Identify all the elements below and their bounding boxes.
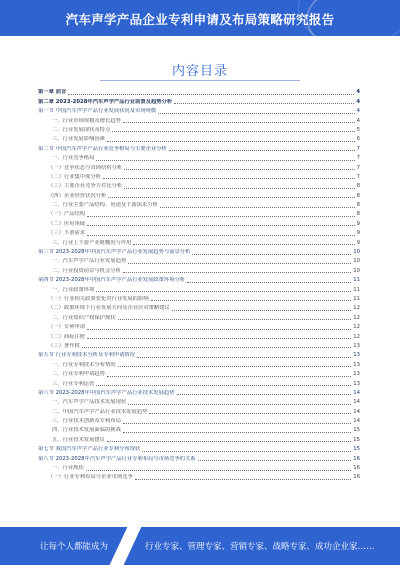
toc-entry-title: 一、行业市场规模及增长趋势 bbox=[52, 117, 121, 124]
toc-entry[interactable] bbox=[38, 303, 360, 312]
toc-entry-page: 8 bbox=[356, 192, 360, 199]
toc-entry-title: 第八节 2023-2028年汽车声学产品行业专利布局与市场竞争的关系 bbox=[38, 455, 196, 462]
toc-leader-dots bbox=[112, 131, 354, 132]
toc-entry[interactable] bbox=[38, 162, 360, 171]
toc-entry[interactable] bbox=[38, 463, 360, 472]
toc-leader-dots bbox=[87, 225, 355, 226]
toc-entry-title: （一）产品结构 bbox=[48, 211, 86, 218]
toc-leader-dots bbox=[128, 263, 351, 264]
toc-entry[interactable] bbox=[38, 294, 360, 303]
toc-entry-title: 三、行业技术创新及专利布局 bbox=[52, 418, 121, 425]
toc-entry-title: （二）应用领域 bbox=[48, 220, 86, 227]
toc-entry[interactable] bbox=[38, 96, 360, 105]
footer-divider bbox=[104, 527, 146, 565]
toc-entry[interactable] bbox=[38, 444, 360, 453]
toc-entry[interactable] bbox=[38, 472, 360, 481]
toc-entry[interactable] bbox=[38, 275, 360, 284]
toc-entry-title: （三）著作权 bbox=[48, 342, 80, 349]
toc-entry[interactable] bbox=[38, 218, 360, 227]
toc-leader-dots bbox=[123, 272, 351, 273]
toc-entry-page: 13 bbox=[353, 352, 360, 359]
toc-entry[interactable] bbox=[38, 322, 360, 331]
toc-entry-title: 二、行业发展现状及特点 bbox=[52, 126, 111, 133]
toc-leader-dots bbox=[160, 207, 355, 208]
toc-entry-page: 13 bbox=[353, 371, 360, 378]
toc-entry[interactable] bbox=[38, 143, 360, 152]
toc-leader-dots bbox=[87, 338, 351, 339]
toc-entry-title: （一）行业专利布局与企业市场竞争 bbox=[48, 474, 133, 481]
toc-entry-page: 10 bbox=[353, 267, 360, 274]
toc-entry-page: 15 bbox=[353, 436, 360, 443]
toc-entry-page: 6 bbox=[356, 136, 360, 143]
toc-leader-dots bbox=[107, 376, 351, 377]
toc-entry[interactable] bbox=[38, 416, 360, 425]
toc-entry-page: 13 bbox=[353, 380, 360, 387]
toc-entry-title: （三）主要企业竞争力对比分析 bbox=[48, 183, 123, 190]
toc-entry-title: （一）行业相关政策变化对行业发展的影响 bbox=[48, 295, 149, 302]
toc-entry[interactable] bbox=[38, 115, 360, 124]
toc-entry-title: 一、汽车声学产品技术发展现状 bbox=[52, 399, 127, 406]
toc-entry-page: 16 bbox=[353, 474, 360, 481]
toc-leader-dots bbox=[87, 329, 351, 330]
toc-entry-page: 15 bbox=[353, 446, 360, 453]
toc-entry-title: 第五节 行业专利技术分析及专利申请情况 bbox=[38, 352, 136, 359]
toc-heading: 内容目录 bbox=[171, 64, 228, 79]
toc-entry-page: 7 bbox=[356, 164, 360, 171]
toc-entry-page: 9 bbox=[356, 239, 360, 246]
toc-entry[interactable] bbox=[38, 434, 360, 443]
footer-slogan-right: 行业专家、管理专家、营销专家、战略专家、成功企业家…… bbox=[145, 542, 375, 552]
toc-entry-page: 7 bbox=[356, 145, 360, 152]
toc-entry-title: 第三节 2023-2028年中国汽车声学产品行业发展趋势与前景分析 bbox=[38, 249, 191, 256]
toc-entry[interactable] bbox=[38, 228, 360, 237]
toc-entry-page: 5 bbox=[356, 126, 360, 133]
toc-leader-dots bbox=[118, 366, 352, 367]
toc-leader-dots bbox=[124, 169, 354, 170]
toc-entry[interactable] bbox=[38, 284, 360, 293]
toc-entry-page: 11 bbox=[353, 286, 360, 293]
toc-entry-title: 三、行业发展影响因素 bbox=[52, 136, 105, 143]
toc-leader-dots bbox=[149, 413, 351, 414]
toc-entry-page: 13 bbox=[353, 361, 360, 368]
toc-entry-title: 一、行业现状 bbox=[52, 465, 84, 472]
toc-entry[interactable] bbox=[38, 247, 360, 256]
toc-entry-title: 一、行业竞争格局 bbox=[52, 155, 95, 162]
toc-entry[interactable] bbox=[38, 265, 360, 274]
toc-leader-dots bbox=[169, 150, 355, 151]
toc-entry-page: 16 bbox=[353, 465, 360, 472]
toc-entry[interactable] bbox=[38, 172, 360, 181]
toc-leader-dots bbox=[192, 254, 351, 255]
toc-leader-dots bbox=[96, 385, 351, 386]
toc-entry[interactable] bbox=[38, 312, 360, 321]
toc-entry[interactable] bbox=[38, 397, 360, 406]
footer-slogan-left: 让每个人都能成为 bbox=[40, 542, 109, 552]
toc-entry[interactable] bbox=[38, 425, 360, 434]
toc-entry-page: 7 bbox=[356, 173, 360, 180]
toc-leader-dots bbox=[123, 423, 351, 424]
toc-entry-title: 二、中国汽车声学产品行业技术发展趋势 bbox=[52, 408, 148, 415]
toc-leader-dots bbox=[118, 319, 352, 320]
toc-leader-dots bbox=[133, 244, 354, 245]
toc-leader-dots bbox=[128, 404, 351, 405]
toc-entry[interactable] bbox=[38, 153, 360, 162]
toc-entry[interactable] bbox=[38, 181, 360, 190]
toc-entry[interactable] bbox=[38, 406, 360, 415]
toc-leader-dots bbox=[177, 394, 352, 395]
toc-leader-dots bbox=[158, 113, 354, 114]
toc-entry-title: 五、行业技术发展建议 bbox=[52, 436, 105, 443]
toc-leader-dots bbox=[172, 310, 351, 311]
toc-leader-dots bbox=[142, 451, 351, 452]
toc-divider bbox=[100, 80, 300, 81]
toc-entry-page: 10 bbox=[353, 249, 360, 256]
toc-entry-page: 14 bbox=[353, 389, 360, 396]
toc-leader-dots bbox=[107, 141, 355, 142]
toc-entry-page: 12 bbox=[353, 333, 360, 340]
toc-entry-page: 13 bbox=[353, 342, 360, 349]
toc-entry-title: 第六节 2023-2028年中国汽车声学产品行业技术发展趋势 bbox=[38, 389, 175, 396]
toc-entry-page: 8 bbox=[356, 202, 360, 209]
toc-entry-title: 二、行业投资前景与机会分析 bbox=[52, 267, 121, 274]
toc-entry-title: （二）行业集中度分析 bbox=[48, 173, 101, 180]
toc-entry[interactable] bbox=[38, 237, 360, 246]
toc-entry-title: 第四节 2023-2028年中国汽车声学产品行业发展政策环境分析 bbox=[38, 277, 186, 284]
toc-entry-page: 9 bbox=[356, 220, 360, 227]
toc-entry-page: 8 bbox=[356, 183, 360, 190]
toc-entry-page: 11 bbox=[353, 277, 360, 284]
toc-leader-dots bbox=[151, 300, 352, 301]
toc-entry[interactable] bbox=[38, 331, 360, 340]
toc-entry-title: 四、行业技术发展面临的挑战 bbox=[52, 427, 121, 434]
toc-entry-page: 14 bbox=[353, 399, 360, 406]
toc-leader-dots bbox=[123, 122, 355, 123]
toc-entry-title: （二）商标注册 bbox=[48, 333, 86, 340]
toc-entry-page: 15 bbox=[353, 427, 360, 434]
toc-entry-page: 12 bbox=[353, 314, 360, 321]
toc-entry-title: （一）专利申请 bbox=[48, 324, 86, 331]
toc-entry-page: 7 bbox=[356, 155, 360, 162]
toc-entry-title: 第一章 前言 bbox=[38, 89, 67, 96]
toc-entry[interactable] bbox=[38, 453, 360, 462]
toc-entry[interactable] bbox=[38, 200, 360, 209]
toc-leader-dots bbox=[87, 235, 355, 236]
toc-entry-title: 三、行业上下游产业链概况与作用 bbox=[52, 239, 132, 246]
toc-entry-page: 9 bbox=[356, 230, 360, 237]
toc-leader-dots bbox=[187, 282, 351, 283]
toc-entry-title: （二）政策环境下行业发展方向及企业应对策略建议 bbox=[48, 305, 170, 312]
toc-entry-page: 16 bbox=[353, 455, 360, 462]
toc-entry-title: 第一节 中国汽车声学产品行业发展状况及市场规模 bbox=[38, 108, 157, 115]
toc-entry-title: 第二节 中国汽车声学产品行业竞争格局与主要企业分析 bbox=[38, 145, 167, 152]
toc-entry[interactable] bbox=[38, 359, 360, 368]
toc-entry[interactable] bbox=[38, 87, 360, 96]
toc-leader-dots bbox=[198, 460, 352, 461]
toc-entry[interactable] bbox=[38, 388, 360, 397]
toc-entry-page: 4 bbox=[356, 108, 360, 115]
toc-entry-title: 一、汽车声学产品行业发展趋势 bbox=[52, 258, 127, 265]
toc-entry-title: （三）下游需求 bbox=[48, 230, 86, 237]
toc-leader-dots bbox=[103, 178, 355, 179]
toc-entry[interactable] bbox=[38, 190, 360, 199]
toc-leader-dots bbox=[68, 94, 354, 95]
toc-entry[interactable] bbox=[38, 106, 360, 115]
toc-entry[interactable] bbox=[38, 369, 360, 378]
toc-entry-title: 第七节 我国汽车声学产品行业专利分布现状 bbox=[38, 446, 141, 453]
toc-entry-page: 4 bbox=[356, 89, 360, 96]
report-footer bbox=[0, 527, 400, 565]
toc-entry-title: （四）企业经营状况分析 bbox=[48, 192, 107, 199]
toc-entry[interactable] bbox=[38, 341, 360, 350]
toc-entry[interactable] bbox=[38, 256, 360, 265]
toc-leader-dots bbox=[137, 357, 351, 358]
toc-entry[interactable] bbox=[38, 209, 360, 218]
toc-entry-page: 14 bbox=[353, 418, 360, 425]
toc-entry[interactable] bbox=[38, 378, 360, 387]
report-title: 汽车声学产品企业专利申请及布局策略研究报告 bbox=[65, 12, 335, 27]
toc-leader-dots bbox=[86, 470, 351, 471]
toc-entry-title: 三、行业专利运营 bbox=[52, 380, 95, 387]
toc-leader-dots bbox=[87, 216, 355, 217]
toc-leader-dots bbox=[108, 197, 354, 198]
toc-leader-dots bbox=[82, 347, 351, 348]
toc-entry-page: 12 bbox=[353, 305, 360, 312]
toc-entry-title: 一、行业专利技术分布情况 bbox=[52, 361, 116, 368]
toc-entry-page: 8 bbox=[356, 211, 360, 218]
report-header bbox=[0, 0, 400, 36]
toc-leader-dots bbox=[96, 291, 351, 292]
toc-entry-title: （一）竞争状态与市场结构分析 bbox=[48, 164, 123, 171]
toc-entry-title: 一、行业政策环境 bbox=[52, 286, 95, 293]
toc-leader-dots bbox=[96, 160, 354, 161]
toc-entry-page: 14 bbox=[353, 408, 360, 415]
toc-entry-title: 二、行业主要产品结构、用途及下游需求分析 bbox=[52, 202, 158, 209]
toc-leader-dots bbox=[107, 441, 351, 442]
toc-entry-title: 二、行业专利申请趋势 bbox=[52, 371, 105, 378]
toc-entry-page: 4 bbox=[356, 98, 360, 105]
table-of-contents bbox=[38, 87, 360, 481]
toc-entry-page: 10 bbox=[353, 258, 360, 265]
toc-entry-page: 12 bbox=[353, 324, 360, 331]
toc-entry-page: 11 bbox=[353, 295, 360, 302]
toc-entry-title: 二、行业知识产权保护现状 bbox=[52, 314, 116, 321]
toc-entry[interactable] bbox=[38, 350, 360, 359]
toc-entry[interactable] bbox=[38, 134, 360, 143]
toc-leader-dots bbox=[123, 432, 351, 433]
toc-entry-page: 4 bbox=[356, 117, 360, 124]
toc-leader-dots bbox=[124, 188, 354, 189]
toc-leader-dots bbox=[174, 103, 354, 104]
toc-entry[interactable] bbox=[38, 125, 360, 134]
toc-entry-title: 第二章 2023-2028年汽车声学产品行业前景及趋势分析 bbox=[38, 98, 173, 105]
toc-leader-dots bbox=[135, 479, 351, 480]
